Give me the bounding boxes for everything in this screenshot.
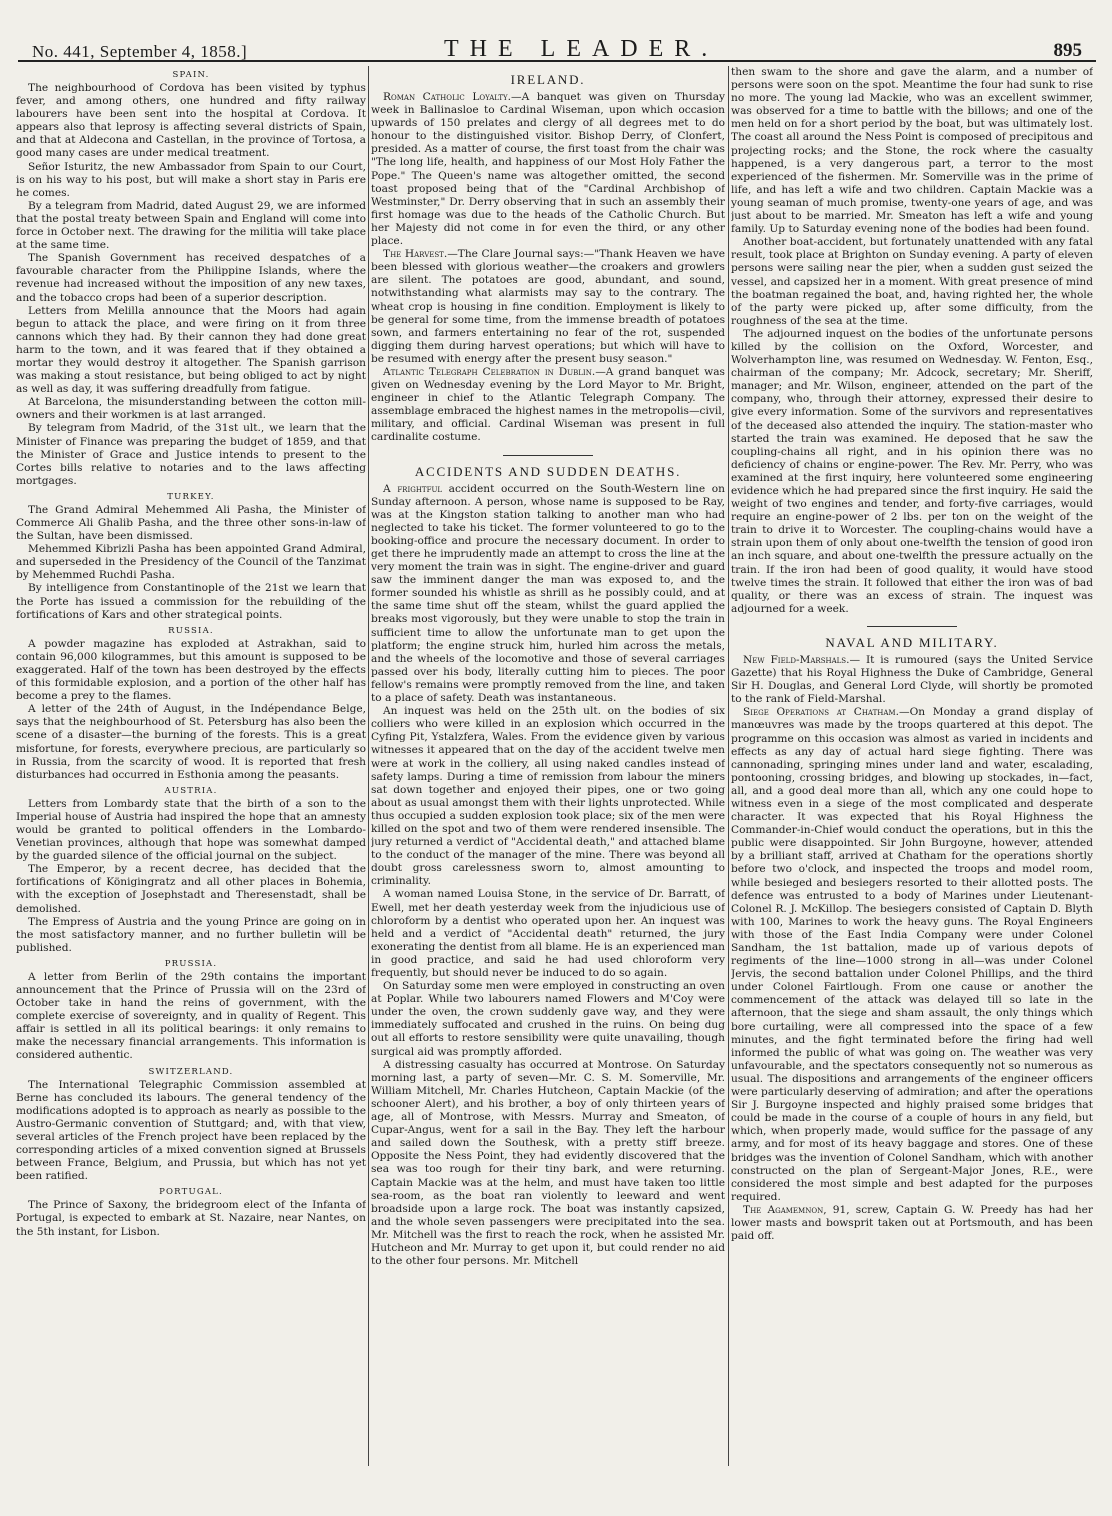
article-paragraph: A powder magazine has exploded at Astrakhan, said to contain 96,000 kilogrammes, but this amount is supposed to be exaggerated. Half of the town has been destroyed by the effects of this formidable explosion, and a portion of the other half has become a prey to the flames. — [16, 637, 366, 703]
article-paragraph: At Barcelona, the misunderstanding between the cotton mill-owners and their workmen is at last arranged. — [16, 396, 366, 422]
section-heading-accidents: ACCIDENTS AND SUDDEN DEATHS. — [414, 463, 682, 479]
paragraph-lead: The Harvest. — [383, 248, 448, 261]
article-paragraph: A letter of the 24th of August, in the Indépendance Belge, says that the neighbourhood of St. Petersburg has also been the scene of a disaster—the burning of the forests. This is a great misfortune, for forests, everywhere precious, are particularly so in Russia, from the scarcity of wood. It is reported that fresh disturbances had occurred in Esthonia among the peasants. — [16, 703, 366, 781]
paragraph-body: accident occurred on the South-Western line on Sunday afternoon. A person, whose name is supposed to be Ray, was at the Kingston station talking to another man who had neglected to take his ticket. The former volunteered to go to the booking-office and procure the necessary document. In order to get there he imprudently made an attempt to cross the line at the very moment the train was in sight. The engine-driver and guard saw the imminent danger the man was exposed to, and the former sounded his whistle as shrill as he possibly could, and at the same time shut off the steam, whilst the guard applied the breaks most vigorously, but they were unable to stop the train in sufficient time to allow the unfortunate man to get upon the platform; the engine struck him, hurled him across the metals, and the wheels of the locomotive and those of several carriages passed over his body, literally cutting him to pieces. The poor fellow's remains were promptly removed from the line, and taken to a place of safety. Death was instantaneous. — [371, 482, 725, 705]
article-paragraph — [371, 366, 725, 445]
section-heading-naval: NAVAL AND MILITARY. — [825, 634, 999, 650]
article-paragraph: By telegram from Madrid, of the 31st ult., we learn that the Minister of Finance was preparing the budget of 1859, and that the Minister of Grace and Justice intends to present to the Cortes bills relative to notaries and to the laws affecting mortgages. — [16, 422, 366, 487]
article-paragraph — [371, 248, 725, 366]
column-3 — [731, 66, 1093, 1506]
section-heading-spain: SPAIN. — [172, 70, 210, 80]
section-heading-russia: RUSSIA. — [168, 625, 214, 636]
paragraph-lead: Roman Catholic Loyalty. — [383, 91, 512, 103]
paragraph-body: —A banquet was given on Thursday week in Ballinasloe to Cardinal Wiseman, upon which occasion upwards of 150 prelates and clergy of all degrees met to do honour to the distinguished visitor. Bishop Derry, of Clonfert, presided. As a matter of course, the first toast from the chair was "The long life, health, and happiness of our Most Holy Father the Pope." The Queen's name was altogether omitted, the second toast proposed being that of the "Cardinal Archbishop of Westminster," Dr. Derry observing that in such an assembly their first homage was due to the heads of the Catholic Church. But her Majesty did not come in for even the third, or any other place. — [371, 91, 725, 248]
article-paragraph: The Spanish Government has received despatches of a favourable character from the Philippine Islands, where the revenue had increased without the imposition of any new taxes, and the tobacco crops had been of a superior description. — [16, 252, 366, 304]
paragraph-body: —The Clare Journal says:—"Thank Heaven we have been blessed with glorious weather—the croakers and growlers are silent. The potatoes are good, abundant, and sound, notwithstanding what alarmists may say to the contrary. The wheat crop is housing in fine condition. Employment is likely to be general for some time, from the immense breadth of potatoes sown, and farmers entertaining no fear of the rot, suspended digging them during harvest operations; but which will have to be resumed with energy after the present busy season." — [371, 248, 725, 365]
article-paragraph: Letters from Lombardy state that the birth of a son to the Imperial house of Austria had inspired the hope that an amnesty would be granted to political offenders in the Lombardo-Venetian provinces, although that hope was somewhat damped by the guarded silence of the official journal on the subject. — [16, 797, 366, 863]
paragraph-lead: Atlantic Telegraph Celebration in Dublin. — [383, 365, 596, 378]
section-heading-turkey: TURKEY. — [167, 491, 215, 502]
article-paragraph: An inquest was held on the 25th ult. on the bodies of six colliers who were killed in an explosion which occurred in the Cyfing Pit, Ystalzfera, Wales. From the evidence given by various witnesses it appeared that on the day of the accident twelve men were at work in the colliery, all using naked candles instead of safety lamps. During a time of remission from labour the miners sat down together and enjoyed their pipes, one or two going about as usual amongst them with their lights unprotected. While thus occupied a sudden explosion took place; six of the men were killed on the spot and two of them were rendered insensible. The jury returned a verdict of "Accidental death," and attached blame to the conduct of the manager of the mine. There was beyond all doubt gross carelessness sworn to, almost amounting to criminality. — [371, 705, 725, 888]
section-heading-portugal: PORTUGAL. — [159, 1187, 223, 1198]
column-1 — [16, 66, 366, 1506]
section-separator — [503, 455, 593, 456]
article-paragraph: Mehemmed Kibrizli Pasha has been appointed Grand Admiral, and superseded in the Presidency of the Council of the Tanzimat by Mehemmed Ruchdi Pasha. — [16, 543, 366, 582]
article-paragraph: Another boat-accident, but fortunately unattended with any fatal result, took place at Brighton on Sunday evening. A party of eleven persons were sailing near the pier, when a sudden gust seized the vessel, and capsized her in a moment. With great presence of mind the boatman regained the boat, and, having righted her, the whole of the party were picked up, after some difficulty, from the roughness of the sea at the time. — [731, 236, 1093, 327]
column-2 — [371, 66, 725, 1506]
article-paragraph — [731, 654, 1093, 706]
masthead — [18, 22, 1096, 62]
section-heading-switzerland: SWITZERLAND. — [148, 1066, 234, 1077]
article-paragraph: A distressing casualty has occurred at Montrose. On Saturday morning last, a party of seven—Mr. C. S. M. Somerville, Mr. William Mitchell, Mr. Charles Hutcheon, Captain Mackie (of the schooner Alert), and his brother, a boy of only thirteen years of age, all of Montrose, with Messrs. Murray and Smeaton, of Cupar-Angus, went for a sail in the Bay. They left the harbour and sailed down the Southesk, with a pretty stiff breeze. Opposite the Ness Point, they had evidently discovered that the sea was too rough for their tiny bark, and were returning. Captain Mackie was at the helm, and must have taken too little sea-room, as the boat ran violently to leeward and went broadside upon a large rock. The boat was instantly capsized, and the whole seven passengers were precipitated into the sea. Mr. Mitchell was the first to reach the rock, when he assisted Mr. Hutcheon and Mr. Murray to get upon it, but could render no aid to the other four persons. Mr. Mitchell — [371, 1058, 725, 1268]
paragraph-body: —A grand banquet was given on Wednesday evening by the Lord Mayor to Mr. Bright, engineer in chief to the Atlantic Telegraph Company. The assemblage embraced the highest names in the metropolis—civil, military, and official. Cardinal Wiseman was present in full cardinalite costume. — [371, 365, 725, 444]
article-paragraph: By intelligence from Constantinople of the 21st we learn that the Porte has issued a commission for the rebuilding of the fortifications of Kars and other strategical points. — [16, 582, 366, 621]
newspaper-title: THE LEADER. — [444, 36, 719, 62]
paragraph-body: 91, screw, Captain G. W. Preedy has had her lower masts and bowsprit taken out at Portsmouth, and has been paid off. — [731, 1203, 1093, 1243]
paragraph-body: —On Monday a grand display of manœuvres was made by the troops quartered at this depot. The programme on this occasion was almost as varied in incidents and effects as any day of actual hard siege fighting. There was cannonading, springing mines under land and water, escalading, pontooning, crossing bridges, and blowing up stockades, in—fact, all, and a good deal more than all, which any one could hope to witness even in a siege of the most complicated and desperate character. It was expected that his Royal Highness the Commander-in-Chief would conduct the operations, but in this the public were disappointed. Sir John Burgoyne, however, attended by a brilliant staff, arrived at Chatham for the operations shortly before two o'clock, and inspected the troops and model room, while besieged and besiegers resorted to their allotted posts. The defence was entrusted to a body of Marines under Lieutenant-Colonel R. J. McKillop. The besiegers consisted of Captain D. Blyth with 100, Marines to work the heavy guns. The Royal Engineers with those of the East India Company were under Colonel Sandham, the 1st battalion, made up of various depots of regiments of the line—1000 strong in all—was under Colonel Jervis, the second battalion under Colonel Phillips, and the third under Colonel Fairtlough. From one cause or another the commencement of the attack was delayed till so late in the afternoon, that the siege and sham assault, the only things which bore curtailing, were all compressed into the space of a few minutes, and the fight terminated before the firing had well informed the public of what was going on. The weather was very unfavourable, and the spectators consequently not so numerous as usual. The dispositions and arrangements of the engineer officers were particularly deserving of admiration; and after the operations Sir J. Burgoyne inspected and highly praised some bridges that could be made in the course of a couple of hours in any field, but which, when properly made, would suffice for the passage of any army, and for most of its heavy baggage and stores. One of these bridges was the invention of Colonel Sandham, which with another constructed on the plan of Sergeant-Major Jones, R.E., were considered the most simple and best adapted for the purposes required. — [731, 706, 1093, 1203]
paragraph-lead: A frightful — [383, 482, 442, 495]
article-paragraph — [371, 91, 725, 248]
column-divider — [368, 66, 369, 1466]
article-paragraph: The Empress of Austria and the young Prince are going on in the most satisfactory manner, and no further bulletin will be published. — [16, 915, 366, 954]
article-paragraph: On Saturday some men were employed in constructing an oven at Poplar. While two labourers named Flowers and M'Coy were under the oven, the crown suddenly gave way, and they were immediately suffocated and crushed in the ruins. On being dug out all efforts to restore sensibility were quite unavailing, though surgical aid was promptly afforded. — [371, 980, 725, 1058]
paragraph-lead: The Agamemnon, — [743, 1203, 827, 1216]
article-paragraph: The Grand Admiral Mehemmed Ali Pasha, the Minister of Commerce Ali Ghalib Pasha, and the three other sons-in-law of the Sultan, have been dismissed. — [16, 503, 366, 543]
paragraph-body: — It is rumoured (says the United Service Gazette) that his Royal Highness the Duke of Cambridge, General Sir H. Douglas, and General Lord Clyde, will shortly be promoted to the rank of Field-Marshal. — [731, 653, 1093, 706]
article-paragraph — [371, 483, 725, 706]
section-heading-ireland: IRELAND. — [510, 72, 586, 87]
article-paragraph: A woman named Louisa Stone, in the service of Dr. Barratt, of Ewell, met her death yesterday week from the injudicious use of chloroform by a dentist who operated upon her. An inquest was held and a verdict of "Accidental death" returned, the jury exonerating the dentist from all blame. He is an experienced man in good practice, and said he had used chloroform very frequently, but should never be induced to do so again. — [371, 888, 725, 979]
column-divider — [728, 66, 729, 1466]
paragraph-lead: Siege Operations at Chatham. — [743, 706, 899, 719]
issue-date: No. 441, September 4, 1858.] — [32, 42, 248, 61]
section-heading-prussia: PRUSSIA. — [164, 958, 218, 969]
section-separator — [867, 626, 957, 627]
section-heading-austria: AUSTRIA. — [164, 785, 218, 796]
article-paragraph — [731, 1204, 1093, 1243]
article-paragraph: By a telegram from Madrid, dated August 29, we are informed that the postal treaty between Spain and England will come into force in October next. The drawing for the militia will take place at the same time. — [16, 199, 366, 252]
article-paragraph: The International Telegraphic Commission assembled at Berne has concluded its labours. The general tendency of the modifications adopted is to approach as nearly as possible to the Austro-Germanic convention of Stuttgard; and, with that view, several articles of the French project have been replaced by the corresponding articles of a mixed convention signed at Brussels between France, Belgium, and Prussia, but which has not yet been ratified. — [16, 1078, 366, 1183]
article-paragraph: The neighbourhood of Cordova has been visited by typhus fever, and among others, one hundred and fifty railway labourers have been sent into the hospital at Cordova. It appears also that leprosy is affecting several districts of Spain, and that at Aldecona and Castellan, in the province of Tortosa, a good many cases are under medical treatment. — [16, 82, 366, 160]
article-paragraph: The Emperor, by a recent decree, has decided that the fortifications of Königingratz and all other places in Bohemia, with the exception of Josephstadt and Theresenstadt, shall be demolished. — [16, 863, 366, 915]
article-paragraph: A letter from Berlin of the 29th contains the important announcement that the Prince of Prussia will on the 23rd of October take in hand the reins of government, with the complete exercise of sovereignty, and in quality of Regent. This affair is settled in all its political bearings: it only remains to make the necessary financial arrangements. This information is considered authentic. — [16, 970, 366, 1062]
article-paragraph: Letters from Melilla announce that the Moors had again begun to attack the place, and were firing on it from three cannons which they had. By their cannon they had done great harm to the town, and it was feared that if they obtained a mortar they would destroy it altogether. The Spanish garrison was making a stout resistance, but being obliged to act by night as well as day, it was suffering dreadfully from fatigue. — [16, 304, 366, 396]
article-paragraph: then swam to the shore and gave the alarm, and a number of persons were soon on the spot. Meantime the four had sunk to rise no more. The young lad Mackie, who was an excellent swimmer, was observed for a time to battle with the billows; and one of the men held on for a short period by the boat, but was ultimately lost. The coast all around the Ness Point is composed of precipitous and projecting rocks; and the Stone, the rock where the casualty happened, is a very dangerous part, a terror to the most experienced of the fishermen. Mr. Somerville was in the prime of life, and has left a wife and two children. Captain Mackie was a young seaman of much promise, twenty-one years of age, and was just about to be married. Mr. Smeaton has left a wife and young family. Up to Saturday evening none of the bodies had been found. — [731, 66, 1093, 236]
article-paragraph: The Prince of Saxony, the bridegroom elect of the Infanta of Portugal, is expected to embark at St. Nazaire, near Nantes, on the 5th instant, for Lisbon. — [16, 1199, 366, 1238]
page-number: 895 — [1053, 40, 1082, 61]
paragraph-lead: New Field-Marshals. — [743, 653, 850, 666]
article-paragraph — [731, 706, 1093, 1204]
article-paragraph: Señor Isturitz, the new Ambassador from Spain to our Court, is on his way to his post, but will make a short stay in Paris ere he comes. — [16, 160, 366, 199]
article-paragraph: The adjourned inquest on the bodies of the unfortunate persons killed by the collision on the Oxford, Worcester, and Wolverhampton line, was resumed on Wednesday. W. Fenton, Esq., chairman of the company; Mr. Adcock, secretary; Mr. Sheriff, manager; and Mr. Wilson, engineer, attended on the part of the company, who, through their attorney, expressed their desire to give every information. Some of the survivors and representatives of the deceased also attended the inquiry. The station-master who started the train was examined. He deposed that he saw the coupling-chains all right, and in his opinion there was no deficiency of chains or engine-power. The Rev. Mr. Perry, who was examined at the first inquiry, here volunteered some engineering evidence which he had prepared since the first inquiry. He said the weight of two engines and tender, and forty-five carriages, would require an engine-power of 2 lbs. per ton on the weight of the train to drive it to Worcester. The coupling-chains would have a strain upon them of only about one-twelfth the tension of good iron an inch square, and about one-twelfth the pressure actually on the train. If the iron had been of good quality, it would have stood twelve times the strain. It followed that either the iron was of bad quality, or there was an excess of strain. The inquest was adjourned for a week. — [731, 327, 1093, 615]
